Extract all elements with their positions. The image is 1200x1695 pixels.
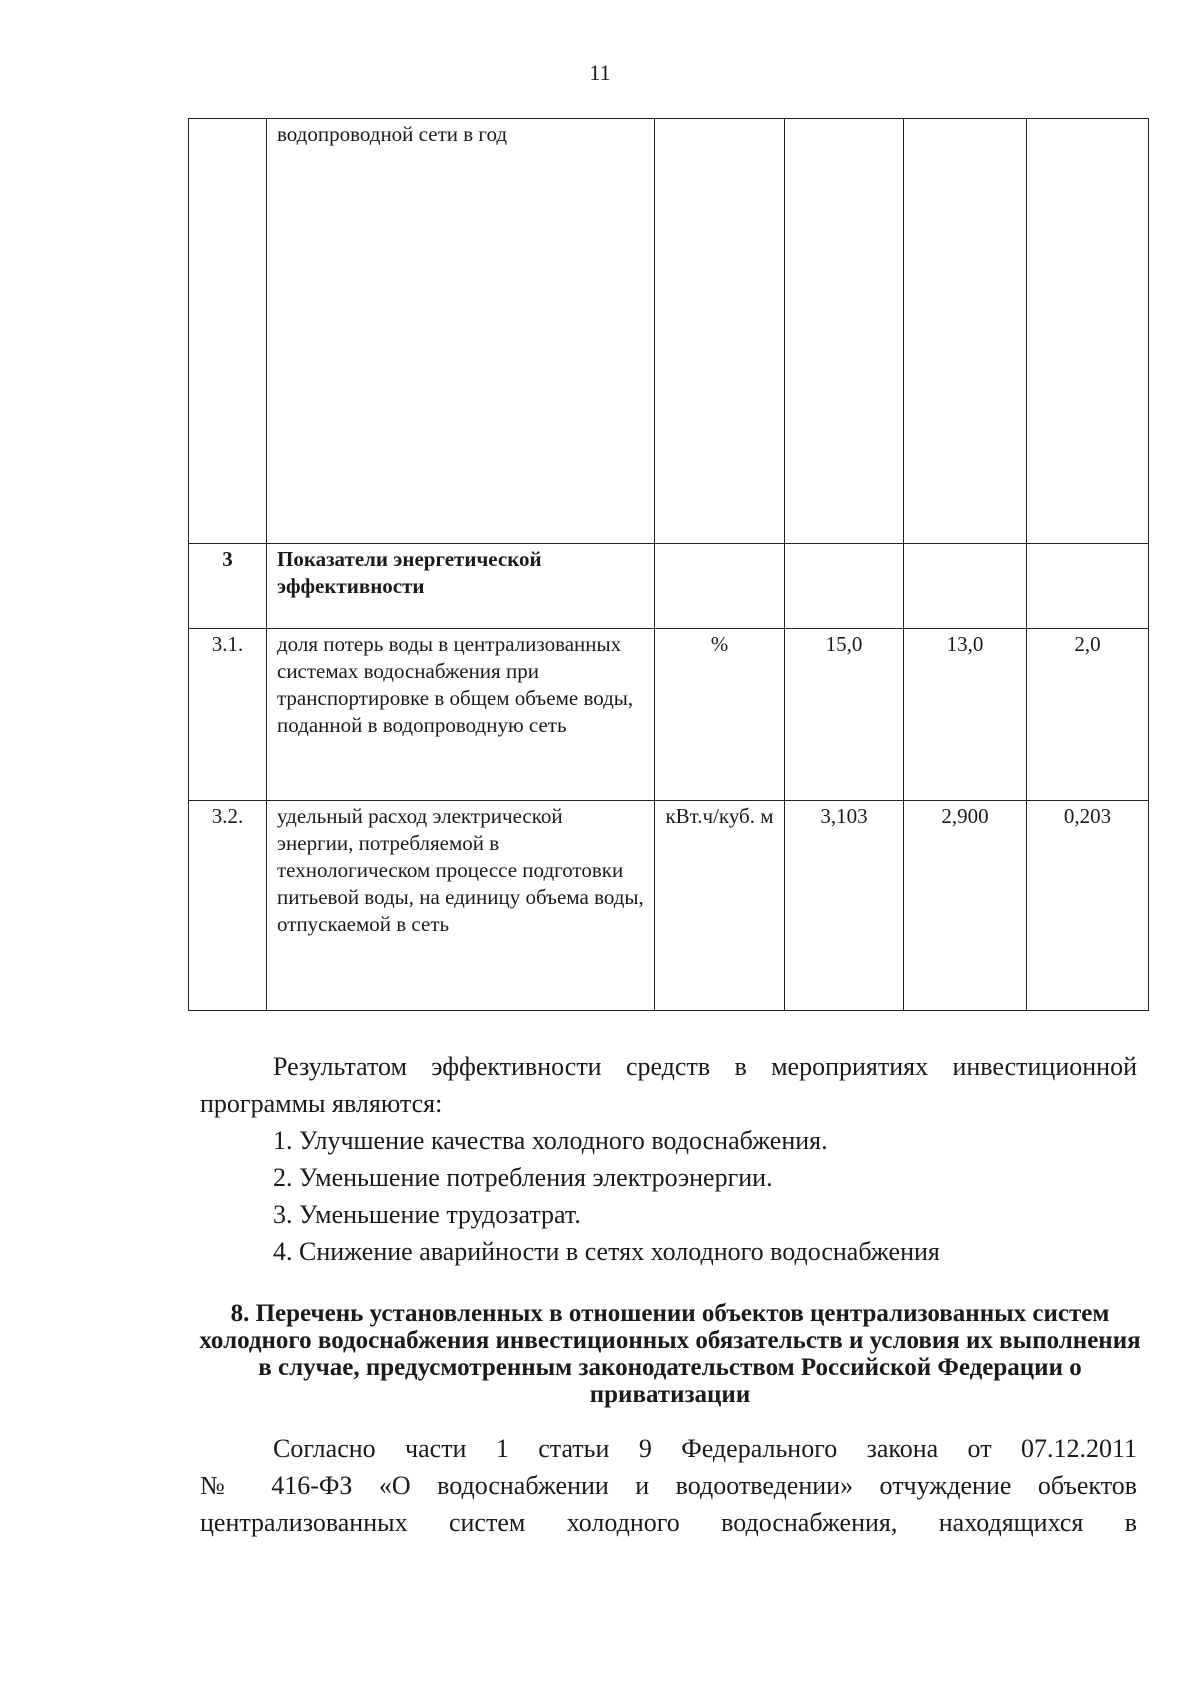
indicators-table xyxy=(188,118,1149,1011)
list-item: 3. Уменьшение трудозатрат. xyxy=(273,1200,581,1229)
value-cell: 0,203 xyxy=(1027,801,1149,1011)
list-item: 1. Улучшение качества холодного водоснабжения. xyxy=(273,1126,828,1155)
indicator-name: водопроводной сети в год xyxy=(267,119,655,544)
indicator-name: удельный расход электрической энергии, потребляемой в технологическом процессе подготовки питьевой воды, на единицу объема воды, отпускаемой в сеть xyxy=(267,801,655,1011)
value-cell: 15,0 xyxy=(785,629,904,801)
results-intro: Результатом эффективности средств в мероприятиях инвестиционной программы являются: xyxy=(200,1052,1137,1118)
section-title: Показатели энергетической эффективности xyxy=(267,544,655,629)
table-row xyxy=(189,629,1149,801)
row-number: 3.2. xyxy=(189,801,267,1011)
value-cell: 13,0 xyxy=(904,629,1027,801)
row-number: 3.1. xyxy=(189,629,267,801)
value-cell xyxy=(1027,119,1149,544)
value-cell: 2,900 xyxy=(904,801,1027,1011)
table-row xyxy=(189,544,1149,629)
value-cell xyxy=(785,119,904,544)
list-item: 2. Уменьшение потребления электроэнергии. xyxy=(273,1163,773,1192)
value-cell xyxy=(904,119,1027,544)
table-row xyxy=(189,119,1149,544)
value-cell xyxy=(1027,544,1149,629)
value-cell xyxy=(785,544,904,629)
value-cell xyxy=(904,544,1027,629)
row-number xyxy=(189,119,267,544)
table-row xyxy=(189,801,1149,1011)
value-cell: 3,103 xyxy=(785,801,904,1011)
body-line: Согласно части 1 статьи 9 Федерального закона от 07.12.2011 xyxy=(273,1434,1137,1463)
unit-cell: % xyxy=(655,629,785,801)
value-cell: 2,0 xyxy=(1027,629,1149,801)
unit-cell xyxy=(655,119,785,544)
results-section xyxy=(200,1048,1137,1270)
indicator-name: доля потерь воды в централизованных системах водоснабжения при транспортировке в общем объеме воды, поданной в водопроводную сеть xyxy=(267,629,655,801)
section-heading: 8. Перечень установленных в отношении объектов централизованных систем холодного водоснабжения инвестиционных обязательств и условия их выполнения в случае, предусмотренным законодательством Российской Федерации о приватизации xyxy=(199,1300,1141,1408)
unit-cell xyxy=(655,544,785,629)
section-number: 3 xyxy=(189,544,267,629)
unit-cell: кВт.ч/куб. м xyxy=(655,801,785,1011)
body-line: централизованных систем холодного водоснабжения, находящихся в xyxy=(200,1508,1137,1537)
list-item: 4. Снижение аварийности в сетях холодного водоснабжения xyxy=(273,1237,940,1266)
section-body xyxy=(200,1430,1137,1541)
page-number: 11 xyxy=(589,60,611,85)
body-line: № 416-ФЗ «О водоснабжении и водоотведении» отчуждение объектов xyxy=(200,1471,1137,1500)
